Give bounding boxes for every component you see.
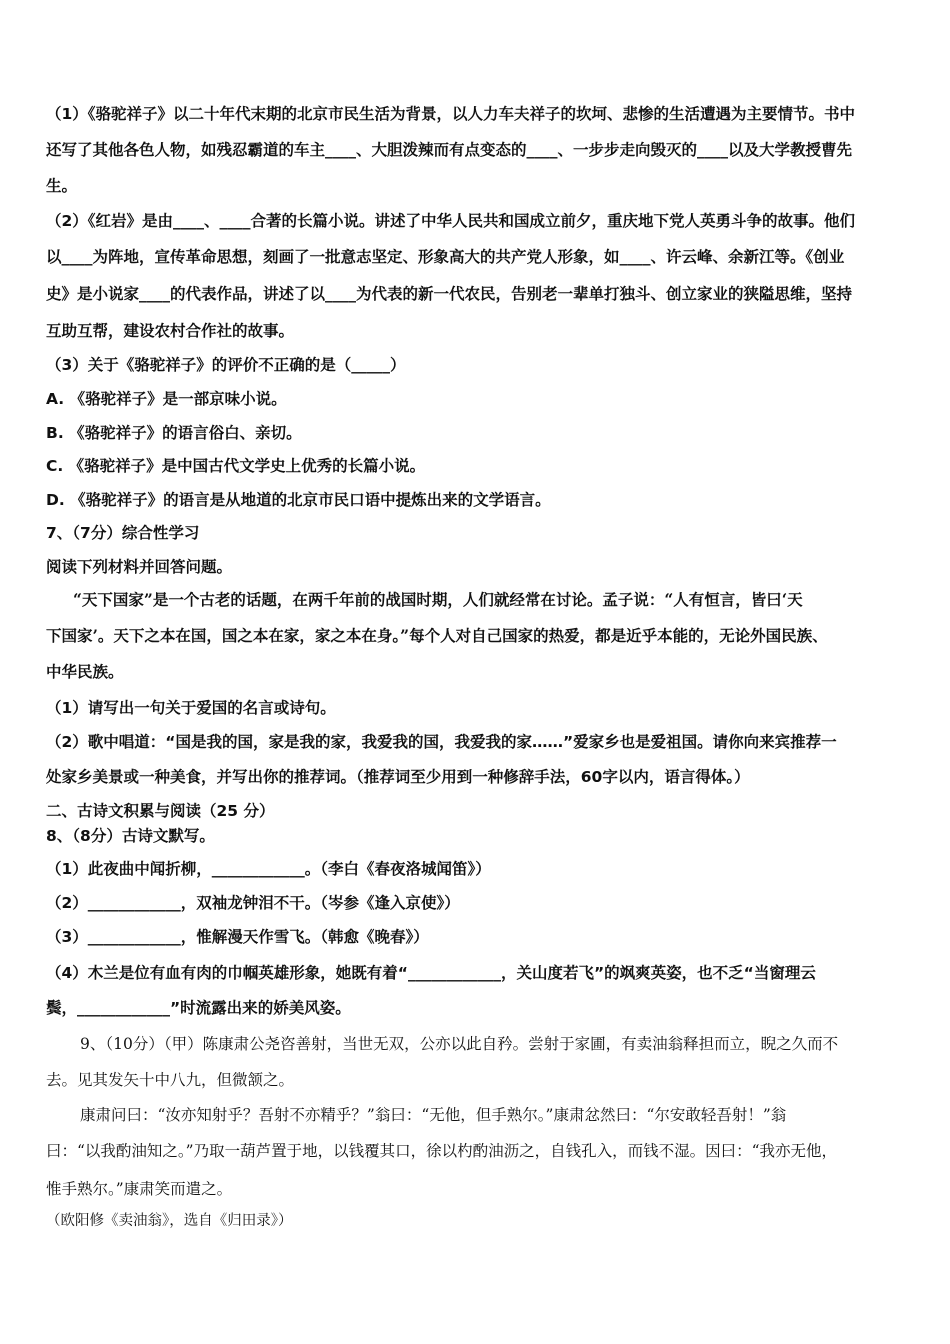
q6-2-line-3: 史》是小说家____的代表作品，讲述了以____为代表的新一代农民，告别老一辈单打独斗、创立家业的狭隘思维，坚持 [46, 285, 853, 303]
q7-heading: 7、（7分）综合性学习 [46, 524, 200, 542]
q9-passage-line-2: 去。见其发矢十中八九，但微颔之。 [46, 1071, 295, 1089]
q7-passage-line-2: 下国家’。天下之本在国，国之本在家，家之本在身。”每个人对自己国家的热爱，都是近乎本能的，无论外国民族、 [46, 626, 828, 645]
q6-3-option-b: B. 《骆驼祥子》的语言俗白、亲切。 [46, 424, 302, 442]
q9-passage-line-3: 康肃问曰：“汝亦知射乎？吾射不亦精乎？”翁曰：“无他，但手熟尔。”康肃忿然曰：“尔安敢轻吾射！”翁 [80, 1106, 787, 1124]
q8-4-line-1: （4）木兰是位有血有肉的巾帼英雄形象，她既有着“____________，关山度若飞”的飒爽英姿，也不乏“当窗理云 [46, 964, 816, 982]
q6-2-line-2: 以____为阵地，宣传革命思想，刻画了一批意志坚定、形象高大的共产党人形象，如____、许云峰、余新江等。《创业 [46, 248, 845, 266]
q6-3-option-d: D. 《骆驼祥子》的语言是从地道的北京市民口语中提炼出来的文学语言。 [46, 491, 551, 509]
q7-passage-line-3: 中华民族。 [46, 662, 124, 681]
q9-passage-line-4: 曰：“以我酌油知之。”乃取一葫芦置于地，以钱覆其口，徐以杓酌油沥之，自钱孔入，而钱不湿。因曰：“我亦无他， [46, 1142, 838, 1160]
q6-1-line-1: （1）《骆驼祥子》以二十年代末期的北京市民生活为背景，以人力车夫祥子的坎坷、悲惨的生活遭遇为主要情节。书中 [46, 105, 856, 123]
q6-2-line-1: （2）《红岩》是由____、____合著的长篇小说。讲述了中华人民共和国成立前夕，重庆地下党人英勇斗争的故事。他们 [46, 212, 856, 230]
q8-1: （1）此夜曲中闻折柳，____________。（李白《春夜洛城闻笛》） [46, 860, 491, 878]
q6-3-stem: （3）关于《骆驼祥子》的评价不正确的是（_____） [46, 356, 406, 374]
q6-1-line-3: 生。 [46, 177, 78, 195]
q7-instruction: 阅读下列材料并回答问题。 [46, 558, 233, 576]
q6-1-line-2: 还写了其他各色人物，如残忍霸道的车主____、大胆泼辣而有点变态的____、一步步走向毁灭的____以及大学教授曹先 [46, 141, 853, 159]
q7-2-line-1: （2）歌中唱道：“国是我的国，家是我的家，我爱我的国，我爱我的家……”爱家乡也是爱祖国。请你向来宾推荐一 [46, 733, 837, 751]
section-2-heading: 二、古诗文积累与阅读（25 分） [46, 802, 275, 820]
q7-2-line-2: 处家乡美景或一种美食，并写出你的推荐词。（推荐词至少用到一种修辞手法，60字以内，语言得体。） [46, 768, 750, 786]
q7-passage-line-1: “天下国家”是一个古老的话题，在两千年前的战国时期，人们就经常在讨论。孟子说：“人有恒言，皆曰‘天 [73, 590, 803, 609]
q9-passage-line-1: 9、（10分）（甲）陈康肃公尧咨善射，当世无双，公亦以此自矜。尝射于家圃，有卖油翁释担而立，睨之久而不 [80, 1035, 839, 1053]
q6-3-option-c: C. 《骆驼祥子》是中国古代文学史上优秀的长篇小说。 [46, 457, 426, 475]
q8-4-line-2: 鬓，____________”时流露出来的娇美风姿。 [46, 999, 351, 1017]
q8-3: （3）____________，惟解漫天作雪飞。（韩愈《晚春》） [46, 928, 429, 946]
q6-2-line-4: 互助互帮，建设农村合作社的故事。 [46, 322, 295, 340]
q8-heading: 8、（8分）古诗文默写。 [46, 827, 215, 845]
q7-1-stem: （1）请写出一句关于爱国的名言或诗句。 [46, 699, 336, 717]
q8-2: （2）____________，双袖龙钟泪不干。（岑参《逢入京使》） [46, 894, 460, 912]
q9-passage-line-5: 惟手熟尔。”康肃笑而遣之。 [46, 1180, 233, 1198]
q6-3-option-a: A. 《骆驼祥子》是一部京味小说。 [46, 390, 287, 408]
q9-source: （欧阳修《卖油翁》，选自《归田录》） [46, 1213, 293, 1229]
